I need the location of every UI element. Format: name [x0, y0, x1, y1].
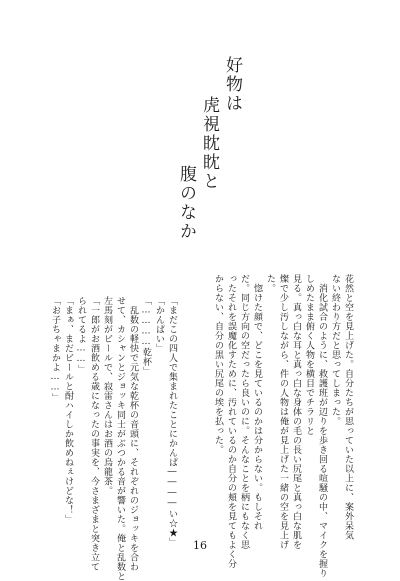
upper-paragraph: ったそれを誤魔化すために、汚れているのか自分の頬を見てもよく分: [226, 274, 236, 569]
title-line-3: 腹のなか: [176, 165, 196, 241]
upper-paragraph: 消化試合のように、救護班が辺りを歩き回る喧騒の中、マイクを握り: [317, 274, 327, 578]
narration-line: 左馬刻がビールで、寂雷さんはお酒の烏龍茶。: [102, 296, 112, 496]
upper-paragraph: ない終わり方だと思ってしまった。: [330, 274, 340, 426]
dialogue-line: 「かんぱい」: [154, 296, 164, 353]
upper-paragraph: 惚けた顔で、どこを見ているのかは分からない。もしそれ: [252, 274, 262, 531]
upper-paragraph: 燦で少し汚しながら、件の人物は俺が見上げた一緒の空を見上げ: [278, 274, 288, 550]
dialogue-line: られてるよ……」: [76, 296, 86, 374]
page-number: 16: [193, 539, 207, 552]
title-line-1: 好物は: [222, 56, 242, 113]
dialogue-line: 「まだこの四人で集まれたことにかんぱ――――い☆★」: [167, 296, 177, 547]
upper-paragraph: 花然と空を見上げた。自分たちが思っていた以上に、案外呆気: [343, 274, 353, 540]
narration-line: 乱数の軽快で元気な乾杯の音頭に、それぞれのジョッキを合わ: [128, 296, 138, 572]
narration-line: せて、カシャンとジョッキ同士がぶつかる音が響いた。俺と乱数と: [115, 296, 125, 581]
dialogue-line: 「まぁ、まだビールと酎ハイしか飲めねぇけどな！」: [63, 296, 73, 524]
upper-paragraph: しめたまま俯く人物を横目でチラリと: [304, 274, 314, 436]
dialogue-line: 「…………乾杯」: [141, 296, 151, 376]
upper-paragraph: からない、自分の黒い尻尾の埃を払った。: [213, 274, 223, 455]
upper-paragraph: た。: [265, 274, 275, 293]
upper-paragraph: だ。同じ方向の空だったら良いのに。そんなことを柄にもなく思: [239, 274, 249, 550]
upper-paragraph: 見る。真っ白な耳と真っ白な身体の毛の長い尻尾と真っ白な肌を: [291, 274, 301, 550]
dialogue-line: 「お子ちゃまかよ……」: [50, 296, 60, 403]
dialogue-line: 「一郎がお酒飲める歳になったの事実を、今さまざまと突き立て: [89, 296, 99, 572]
title-line-2: 虎視眈眈と: [199, 96, 219, 191]
